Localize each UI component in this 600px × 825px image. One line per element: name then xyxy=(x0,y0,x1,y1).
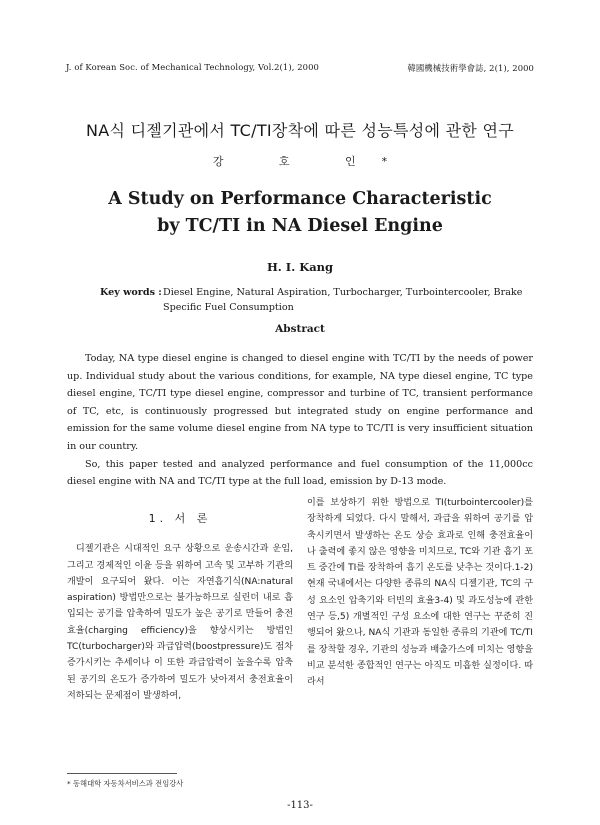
intro-paragraph-left: 디젤기관은 시대적인 요구 상황으로 운송시간과 운임, 그리고 경제적인 이윤 등을 위하여 고속 및 고부하 기관의 개발이 요구되어 왔다. 이는 자연흡기식(NA:natural aspiration) 방법만으로는 불가능하므로 실린더 내로 흡입되는 공기를 압축하여 밀도가 높은 공기로 만들어 충전효율(charging efficiency)을 향상시키는 방법인 TC(turbocharger)와 과급압력(boostpressure)도 점차 증가시키는 추세이나 이 또한 과급압력이 높을수록 압축된 공기의 온도가 증가하여 밀도가 낮아져서 충전효율이 저하되는 문제점이 발생하여, xyxy=(67,544,293,701)
english-title-line2: by TC/TI in NA Diesel Engine xyxy=(157,216,443,236)
korean-title: NA식 디젤기관에서 TC/TI장착에 따른 성능특성에 관한 연구 xyxy=(85,121,515,140)
left-column xyxy=(67,495,293,704)
journal-header-korean: 韓國機械技術學會誌, 2(1), 2000 xyxy=(407,63,534,73)
intro-paragraph-right: 이를 보상하기 위한 방법으로 TI(turbointercooler)를 장착하게 되었다. 다시 말해서, 과급을 위하여 공기를 압축시키면서 발생하는 온도 상승 효과로 인해 충전효율이나 출력에 좋지 않은 영향을 미치므로, TC와 기관 흡기 포트 중간에 TI를 장착하여 흡기 온도를 낮추는 것이다.1-2) 현재 국내에서는 다양한 종류의 NA식 디젤기관, TC의 구성 요소인 압축기와 터빈의 효율3-4) 및 과도성능에 관한 연구 등,5) 개별적인 구성 요소에 대한 연구는 꾸준히 진행되어 왔으나, NA식 기관과 동일한 종류의 기관에 TC/TI를 장착할 경우, 기관의 성능과 배출가스에 미치는 영향을 비교 분석한 종합적인 연구는 아직도 미흡한 실정이다. 따라서 xyxy=(307,498,533,688)
abstract-heading: Abstract xyxy=(275,323,325,335)
keywords-label: Key words : xyxy=(100,287,162,298)
english-title-line1: A Study on Performance Characteristic xyxy=(108,189,492,209)
english-title xyxy=(0,186,600,240)
abstract-paragraph-1: Today, NA type diesel engine is changed to diesel engine with TC/TI by the needs of power up. Individual study about the various conditions, for example, NA type diesel engine, TC type diesel engine, TC/TI type diesel engine, compressor and turbine of TC, transient performance of TC, etc, is continuously progressed but integrated study on engine performance and emission for the same volume diesel engine from NA type to TC/TI is very insufficient situation in our country. xyxy=(67,353,533,452)
footnote: * 동해대학 자동차서비스과 전임강사 xyxy=(67,779,184,788)
abstract-paragraph-2: So, this paper tested and analyzed performance and fuel consumption of the 11,000cc diesel engine with NA and TC/TI type at the full load, emission by D-13 mode. xyxy=(67,458,533,488)
section-heading: 1. 서 론 xyxy=(148,512,212,525)
page-number: -113- xyxy=(287,800,313,811)
abstract-body xyxy=(67,350,533,491)
korean-author: 강 호 인* xyxy=(212,155,414,168)
journal-header-english: J. of Korean Soc. of Mechanical Technology, Vol.2(1), 2000 xyxy=(66,62,319,72)
keywords-text: Diesel Engine, Natural Aspiration, Turbocharger, Turbointercooler, Brake Specific Fuel Consumption xyxy=(163,287,523,313)
english-author: H. I. Kang xyxy=(266,260,334,274)
footnote-rule xyxy=(67,773,177,774)
right-column xyxy=(307,495,533,691)
